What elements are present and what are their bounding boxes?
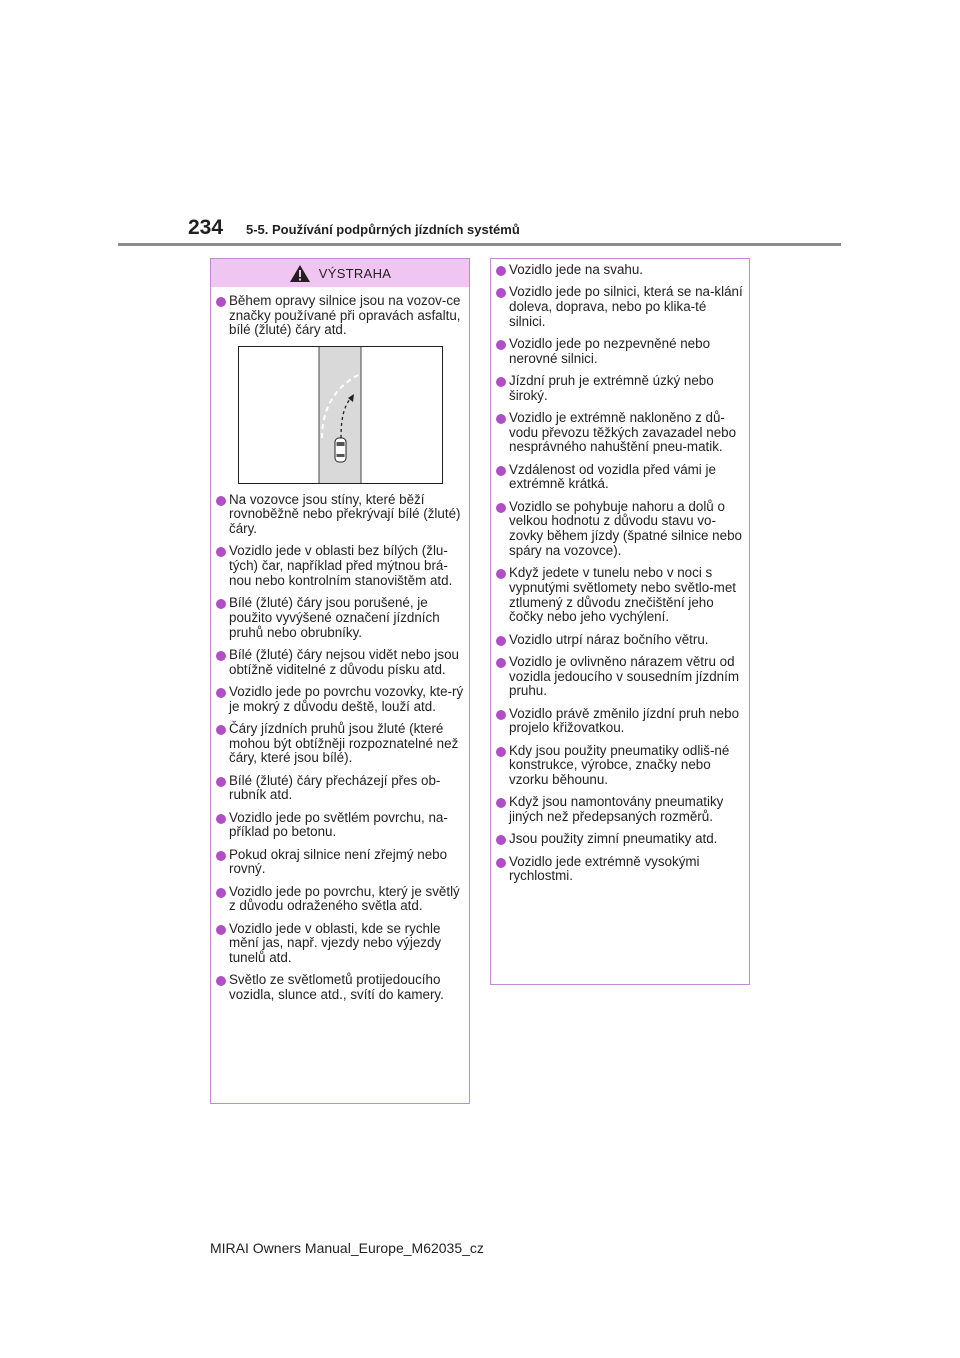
list-item: [496, 500, 744, 559]
list-item-text: Vozidlo jede po světlém povrchu, na-příklad po betonu.: [229, 809, 448, 840]
bullet-icon: [496, 747, 506, 757]
lane-marking-illustration: [238, 346, 443, 484]
list-item-text: Vozidlo jede v oblasti bez bílých (žlu-tých) čar, například před mýtnou brá-nou nebo kontrolním stanovištěm atd.: [229, 543, 453, 588]
bullet-icon: [496, 798, 506, 808]
list-item-text: Jsou použity zimní pneumatiky atd.: [509, 831, 718, 847]
list-item: [216, 811, 464, 840]
bullet-icon: [496, 710, 506, 720]
list-item-text: Vozidlo jede po povrchu vozovky, kte-rý je mokrý z důvodu deště, louží atd.: [229, 683, 464, 714]
conditions-box: [490, 258, 750, 985]
bullet-icon: [496, 503, 506, 513]
bullet-icon: [216, 599, 226, 609]
bullet-icon: [216, 651, 226, 661]
list-item-text: Světlo ze světlometů protijedoucího vozidla, slunce atd., svítí do kamery.: [229, 972, 444, 1002]
bullet-icon: [496, 835, 506, 845]
list-item: [216, 294, 464, 338]
conditions-list: [491, 259, 749, 884]
bullet-icon: [216, 851, 226, 861]
list-item-text: Vozidlo jede po silnici, která se na-klání doleva, doprava, nebo po klika-té silnici.: [509, 284, 743, 329]
list-item-text: Vzdálenost od vozidla před vámi je extrémně krátká.: [509, 461, 716, 492]
list-item: [496, 795, 744, 824]
list-item: [496, 655, 744, 699]
bullet-icon: [496, 858, 506, 868]
bullet-icon: [216, 925, 226, 935]
bullet-icon: [496, 466, 506, 476]
bullet-icon: [496, 340, 506, 350]
bullet-icon: [496, 569, 506, 579]
list-item-text: Vozidlo jede po povrchu, který je světlý z důvodu odraženého světla atd.: [229, 883, 460, 914]
list-item: [216, 922, 464, 966]
list-item: [496, 285, 744, 329]
bullet-icon: [216, 888, 226, 898]
list-item-text: Čáry jízdních pruhů jsou žluté (které mohou být obtížněji rozpoznatelné než čáry, které jsou bílé).: [229, 720, 459, 766]
list-item: [216, 596, 464, 640]
list-item-text: Vozidlo je ovlivněno nárazem větru od vozidla jedoucího v sousedním jízdním pruhu.: [509, 653, 739, 699]
bullet-icon: [216, 814, 226, 824]
list-item: [216, 648, 464, 677]
list-item-text: Vozidlo jede extrémně vysokými rychlostmi.: [509, 853, 700, 884]
warning-box: [210, 258, 470, 1104]
list-item-text: Vozidlo jede na svahu.: [509, 262, 644, 277]
list-item: [216, 973, 464, 1002]
bullet-icon: [216, 725, 226, 735]
list-item-text: Vozidlo jede v oblasti, kde se rychle mění jas, např. vjezdy nebo výjezdy tunelů atd.: [229, 920, 442, 965]
footer-document-id: MIRAI Owners Manual_Europe_M62035_cz: [210, 1240, 484, 1256]
bullet-icon: [496, 636, 506, 646]
list-item-text: Kdy jsou použity pneumatiky odliš-né konstrukce, výrobce, značky nebo vzorku běhounu.: [509, 742, 730, 787]
list-item: [496, 263, 744, 278]
list-item: [496, 374, 744, 403]
list-item-text: Vozidlo právě změnilo jízdní pruh nebo projelo křižovatkou.: [509, 705, 740, 736]
list-item: [496, 744, 744, 788]
list-item-text: Jízdní pruh je extrémně úzký nebo široký.: [509, 373, 714, 403]
warning-list-bottom: [211, 493, 469, 1003]
list-item-text: Na vozovce jsou stíny, které běží rovnoběžně nebo překrývají bílé (žluté) čáry.: [229, 491, 461, 537]
list-item: [496, 633, 744, 648]
bullet-icon: [216, 976, 226, 986]
list-item: [216, 722, 464, 766]
list-item: [216, 848, 464, 877]
list-item-text: Vozidlo utrpí náraz bočního větru.: [509, 631, 709, 647]
bullet-icon: [496, 266, 506, 276]
list-item: [496, 463, 744, 492]
list-item: [496, 707, 744, 736]
section-title: 5-5. Používání podpůrných jízdních systémů: [246, 222, 520, 237]
bullet-icon: [496, 377, 506, 387]
list-item: [216, 774, 464, 803]
bullet-icon: [216, 777, 226, 787]
bullet-icon: [216, 297, 226, 307]
list-item-text: Vozidlo jede po nezpevněné nebo nerovné silnici.: [509, 336, 711, 366]
list-item: [216, 544, 464, 588]
list-item-text: Bílé (žluté) čáry přecházejí přes ob-rubník atd.: [229, 772, 441, 803]
list-item: [496, 832, 744, 847]
warning-header: [211, 259, 469, 287]
list-item: [496, 855, 744, 884]
list-item-text: Když jedete v tunelu nebo v noci s vypnutými světlomety nebo světlo-met ztlumený z důvodu znečištění jeho čočky nebo jeho vychýlení.: [509, 565, 736, 625]
list-item: [216, 885, 464, 914]
list-item-text: Vozidlo je extrémně nakloněno z dů-vodu převozu těžkých zavazadel nebo nesprávného nahuštění pneu-matik.: [509, 410, 737, 455]
page-number: 234: [188, 216, 224, 239]
header-rule: [118, 243, 841, 246]
list-item: [496, 566, 744, 625]
bullet-icon: [216, 496, 226, 506]
list-item: [496, 411, 744, 455]
list-item: [496, 337, 744, 366]
bullet-icon: [216, 688, 226, 698]
list-item-text: Když jsou namontovány pneumatiky jiných než předepsaných rozměrů.: [509, 794, 724, 824]
bullet-icon: [496, 658, 506, 668]
list-item-text: Pokud okraj silnice není zřejmý nebo rovný.: [229, 846, 448, 877]
bullet-icon: [216, 547, 226, 557]
bullet-icon: [496, 414, 506, 424]
warning-title: VÝSTRAHA: [318, 265, 392, 281]
list-item-text: Během opravy silnice jsou na vozov-ce značky používané při opravách asfaltu, bílé (žluté) čáry atd.: [229, 293, 461, 338]
warning-list-top: [211, 287, 469, 338]
bullet-icon: [496, 288, 506, 298]
list-item-text: Bílé (žluté) čáry jsou porušené, je použito vyvýšené označení jízdních pruhů nebo obrubníky.: [229, 595, 440, 640]
list-item-text: Bílé (žluté) čáry nejsou vidět nebo jsou obtížně viditelné z důvodu písku atd.: [229, 646, 459, 677]
list-item: [216, 493, 464, 537]
road-diagram: [238, 346, 443, 484]
list-item-text: Vozidlo se pohybuje nahoru a dolů o velkou hodnotu z důvodu stavu vo-zovky během jízdy (špatné silnice nebo spáry na vozovce).: [509, 498, 742, 558]
warning-triangle-icon: [289, 264, 311, 283]
list-item: [216, 685, 464, 714]
